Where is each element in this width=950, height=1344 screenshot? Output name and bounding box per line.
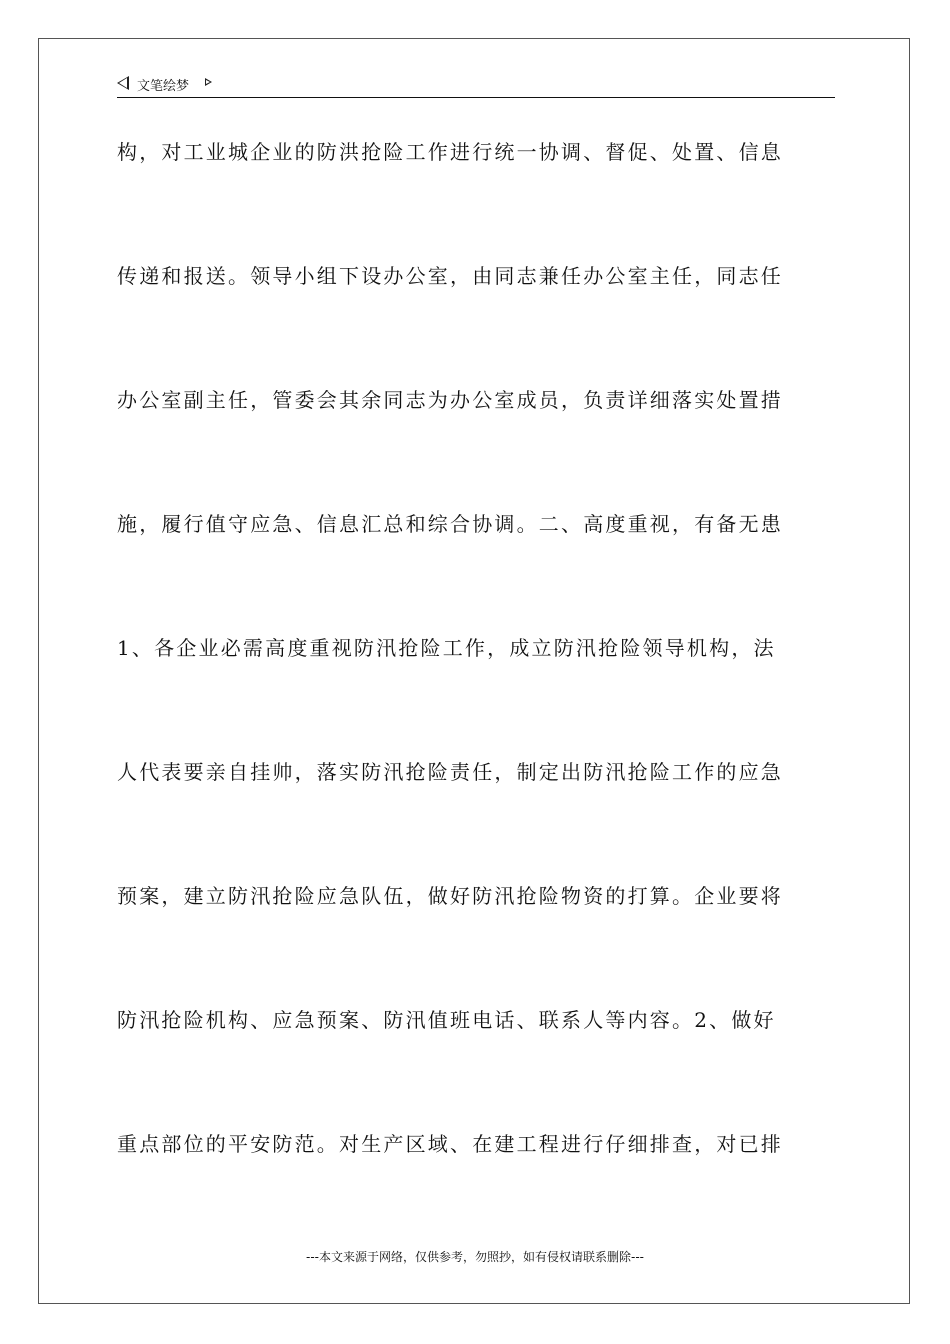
body-line-3: 办公室副主任，管委会其余同志为办公室成员，负责详细落实处置措 [117,388,783,412]
page-frame [38,38,910,1304]
body-line-5: 1、各企业必需高度重视防汛抢险工作，成立防汛抢险领导机构，法 [117,636,776,660]
header-divider [117,97,835,98]
triangle-left-icon [117,76,129,90]
triangle-right-icon [205,78,212,86]
body-line-6: 人代表要亲自挂帅，落实防汛抢险责任，制定出防汛抢险工作的应急 [117,760,783,784]
footer-disclaimer: ---本文来源于网络，仅供参考，勿照抄，如有侵权请联系删除--- [306,1250,644,1264]
body-line-4: 施，履行值守应急、信息汇总和综合协调。二、高度重视，有备无患 [117,512,783,536]
page-header [117,73,835,95]
body-line-7: 预案，建立防汛抢险应急队伍，做好防汛抢险物资的打算。企业要将 [117,884,783,908]
body-line-1: 构，对工业城企业的防洪抢险工作进行统一协调、督促、处置、信息 [117,140,783,164]
body-line-2: 传递和报送。领导小组下设办公室，由同志兼任办公室主任，同志任 [117,264,783,288]
header-title: 文笔绘梦 [137,79,190,94]
body-line-9: 重点部位的平安防范。对生产区域、在建工程进行仔细排查，对已排 [117,1132,783,1156]
body-line-8: 防汛抢险机构、应急预案、防汛值班电话、联系人等内容。2、做好 [117,1008,776,1032]
